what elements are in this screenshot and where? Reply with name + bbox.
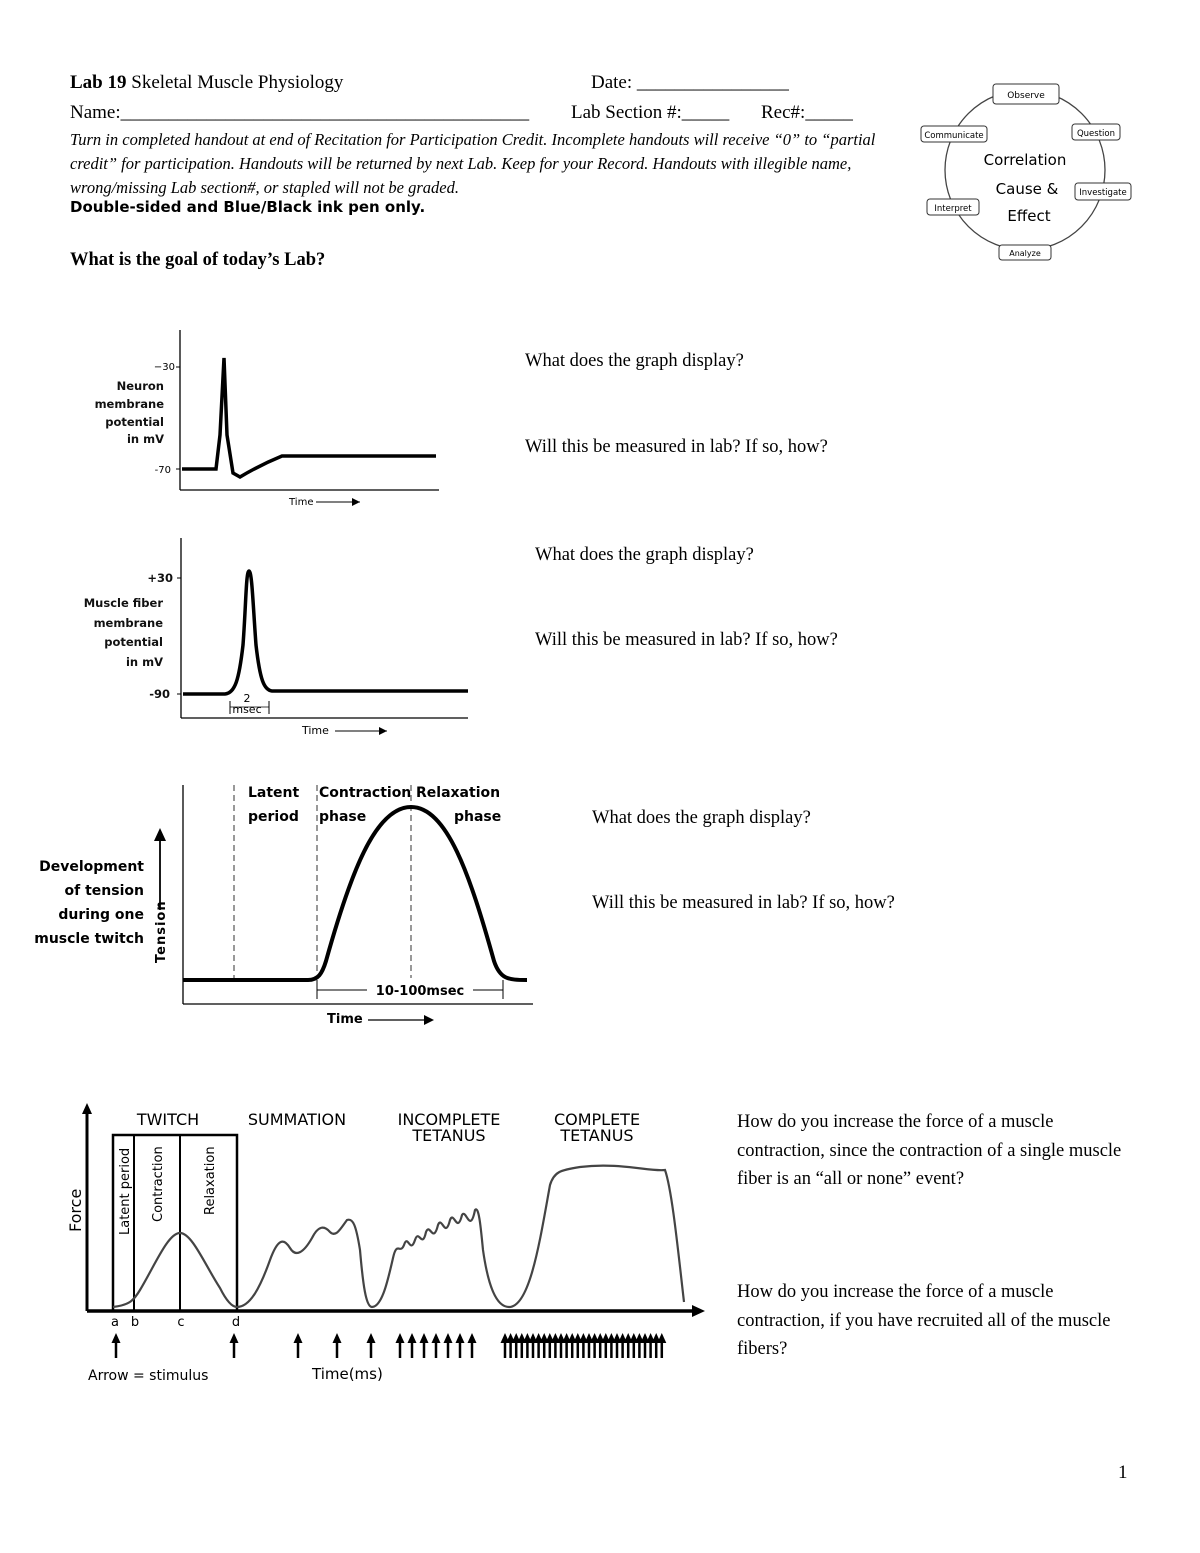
svg-text:Investigate: Investigate [1079,188,1127,198]
inner-label: Latent period [118,1147,133,1235]
ylabel-line: Neuron [116,379,164,393]
xlabel: Time [289,497,314,508]
ylabel-line: membrane [93,616,163,630]
tick-label-top: −30 [153,362,175,373]
duration-value: 2 [243,692,251,705]
twitch-trace [183,807,527,980]
side-label-line: muscle twitch [34,931,144,947]
header-summation: SUMMATION [247,1110,347,1129]
instructions: Turn in completed handout at end of Recitation for Participation Credit. Incomplete handouts will receive “0” to “partial credit” for participation. Handouts will be returned by next Lab. Keep for your Record. Handouts with illegible name, wrong/missing Lab section#, or stapled will not be graded. [70,130,876,197]
phase-label: phase [319,809,367,825]
ylabel-line: in mV [125,655,163,669]
tension-arrowhead [154,828,166,841]
lab-section-field[interactable]: Lab Section #:_____ [571,102,730,123]
goal-question: What is the goal of today’s Lab? [70,250,326,270]
muscle-fiber-trace [183,571,468,694]
tetanus-force-graph [60,1100,715,1390]
question-2a: What does the graph display? [535,545,754,565]
question-2b: Will this be measured in lab? If so, how? [535,630,838,650]
time-arrowhead [424,1015,434,1025]
stimulus-arrowhead [408,1333,417,1343]
cycle-node-communicate [921,126,987,142]
xlabel: Time(ms) [312,1365,383,1383]
phase-label: phase [454,809,502,825]
cycle-node-investigate [1075,183,1131,200]
side-label-line: Development [39,859,144,875]
stimulus-arrows [112,1333,667,1358]
neuron-potential-graph [90,325,460,515]
xlabel: Time [302,724,329,737]
stimulus-arrowhead [444,1333,453,1343]
lab-title: Lab 19 Skeletal Muscle Physiology [70,72,344,93]
stimulus-arrowhead [456,1333,465,1343]
cycle-node-interpret [927,199,979,215]
page-number: 1 [1118,1462,1128,1483]
ylabel-line: Muscle fiber [83,596,163,610]
cycle-node-question [1072,124,1120,140]
ylabel-line: potential [104,635,163,649]
stimulus-arrowhead [432,1333,441,1343]
point-label-b: b [130,1315,140,1330]
tick-label-bottom: -90 [149,687,170,701]
ink-note: Double-sided and Blue/Black ink pen only. [70,198,426,216]
inner-label: Relaxation [203,1146,218,1215]
svg-text:Communicate: Communicate [924,131,984,141]
side-label-line: during one [58,907,144,923]
stimulus-arrowhead [294,1333,303,1343]
phase-label: Contraction [319,785,412,801]
stimulus-arrowhead [468,1333,477,1343]
name-field[interactable]: Name:___________________________________________ [70,102,530,123]
ylabel-line: membrane [94,397,164,411]
cycle-node-observe [993,84,1059,104]
cycle-ring [945,90,1105,250]
time-arrowhead [352,498,360,506]
cycle-center-line2: Cause & [995,180,1059,198]
stimulus-arrowhead [420,1333,429,1343]
question-4a: How do you increase the force of a muscle contraction, since the contraction of a single muscle fiber is an “all or none” event? [737,1112,1122,1189]
ylabel: Tension [154,900,169,963]
svg-text:Observe: Observe [1007,91,1045,101]
muscle-twitch-graph [30,775,540,1035]
xlabel: Time [327,1012,363,1027]
header-twitch: TWITCH [136,1110,200,1129]
phase-label: Latent [248,785,300,801]
tick-label-top: +30 [147,571,173,585]
neuron-trace [182,358,436,477]
question-3a: What does the graph display? [592,808,811,828]
y-axis-arrowhead [82,1103,92,1114]
time-arrowhead [379,727,387,735]
point-label-c: c [177,1315,185,1330]
svg-text:Interpret: Interpret [934,204,972,214]
side-label-line: of tension [64,883,144,899]
duration-unit: msec [232,703,262,716]
force-trace [113,1166,684,1307]
point-label-a: a [111,1315,119,1330]
cycle-center-line3: Effect [1007,207,1051,225]
stimulus-note: Arrow = stimulus [88,1368,209,1384]
header-complete-2: TETANUS [560,1126,634,1145]
inner-label: Contraction [151,1146,166,1222]
ylabel-line: potential [105,415,164,429]
stimulus-arrowhead [333,1333,342,1343]
header-incomplete-2: TETANUS [412,1126,486,1145]
svg-text:Analyze: Analyze [1009,249,1041,258]
ylabel-line: in mV [126,432,164,446]
tick-label-bottom: -70 [154,465,171,476]
stimulus-arrowhead [230,1333,239,1343]
stimulus-arrowhead [657,1333,666,1343]
phase-label: Relaxation [416,785,501,801]
ylabel: Force [66,1188,85,1232]
phase-label: period [248,809,299,825]
cycle-center-line1: Correlation [983,151,1067,169]
stimulus-arrowhead [367,1333,376,1343]
header-complete: COMPLETE [553,1110,641,1129]
question-1b: Will this be measured in lab? If so, how? [525,437,828,457]
duration-label: 10-100msec [375,984,465,999]
muscle-fiber-potential-graph [75,535,475,745]
header-incomplete: INCOMPLETE [397,1110,501,1129]
question-1a: What does the graph display? [525,351,744,371]
point-label-d: d [231,1315,241,1330]
question-4b: How do you increase the force of a muscle contraction, if you have recruited all of the muscle fibers? [737,1282,1111,1359]
stimulus-arrowhead [396,1333,405,1343]
date-field[interactable]: Date: ________________ [591,72,789,93]
x-axis-arrowhead [692,1305,705,1317]
stimulus-arrowhead [112,1333,121,1343]
rec-field[interactable]: Rec#:_____ [761,102,853,123]
cycle-node-analyze [999,245,1051,260]
svg-text:Question: Question [1076,129,1116,139]
question-3b: Will this be measured in lab? If so, how? [592,893,895,913]
scientific-cycle-diagram [915,78,1137,264]
